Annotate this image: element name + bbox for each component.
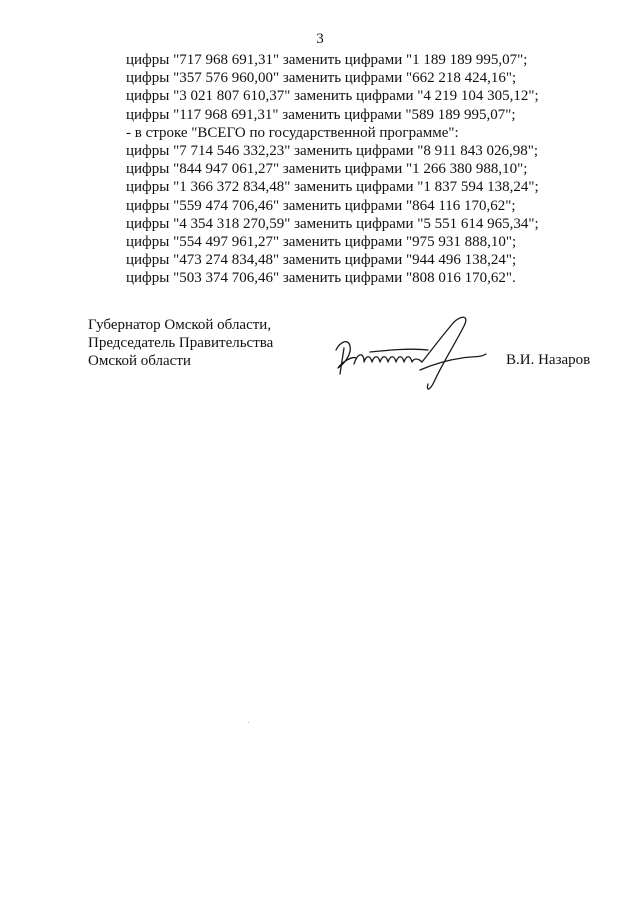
body-line: цифры "4 354 318 270,59" заменить цифрами "5 551 614 965,34"; (126, 215, 539, 232)
body-line: цифры "1 366 372 834,48" заменить цифрами "1 837 594 138,24"; (126, 179, 539, 196)
signer-name: В.И. Назаров (506, 352, 591, 368)
body-line: цифры "473 274 834,48" заменить цифрами "944 496 138,24"; (126, 252, 517, 269)
body-line: - в строке "ВСЕГО по государственной программе": (126, 124, 459, 141)
body-line: цифры "717 968 691,31" заменить цифрами "1 189 189 995,07"; (126, 52, 528, 68)
body-line: цифры "7 714 546 332,23" заменить цифрами "8 911 843 026,98"; (126, 143, 539, 160)
signatory-title (88, 316, 273, 370)
body-line: цифры "503 374 706,46" заменить цифрами "808 016 170,62". (126, 270, 516, 287)
body-line: цифры "357 576 960,00" заменить цифрами "662 218 424,16"; (126, 70, 517, 87)
signatory-title-line: Председатель Правительства (88, 335, 274, 351)
body-line: цифры "117 968 691,31" заменить цифрами "589 189 995,07"; (126, 106, 516, 123)
signatory-title-line: Губернатор Омской области, (88, 317, 272, 333)
document-body (126, 51, 586, 288)
scan-speck (248, 722, 249, 723)
signatory-title-line: Омской области (88, 353, 191, 369)
handwritten-signature (330, 312, 490, 398)
body-line: цифры "3 021 807 610,37" заменить цифрами "4 219 104 305,12"; (126, 88, 539, 105)
body-line: цифры "844 947 061,27" заменить цифрами "1 266 380 988,10"; (126, 161, 528, 178)
body-line: цифры "559 474 706,46" заменить цифрами "864 116 170,62"; (126, 197, 516, 214)
body-line: цифры "554 497 961,27" заменить цифрами "975 931 888,10"; (126, 234, 517, 251)
page-number: 3 (316, 31, 324, 47)
